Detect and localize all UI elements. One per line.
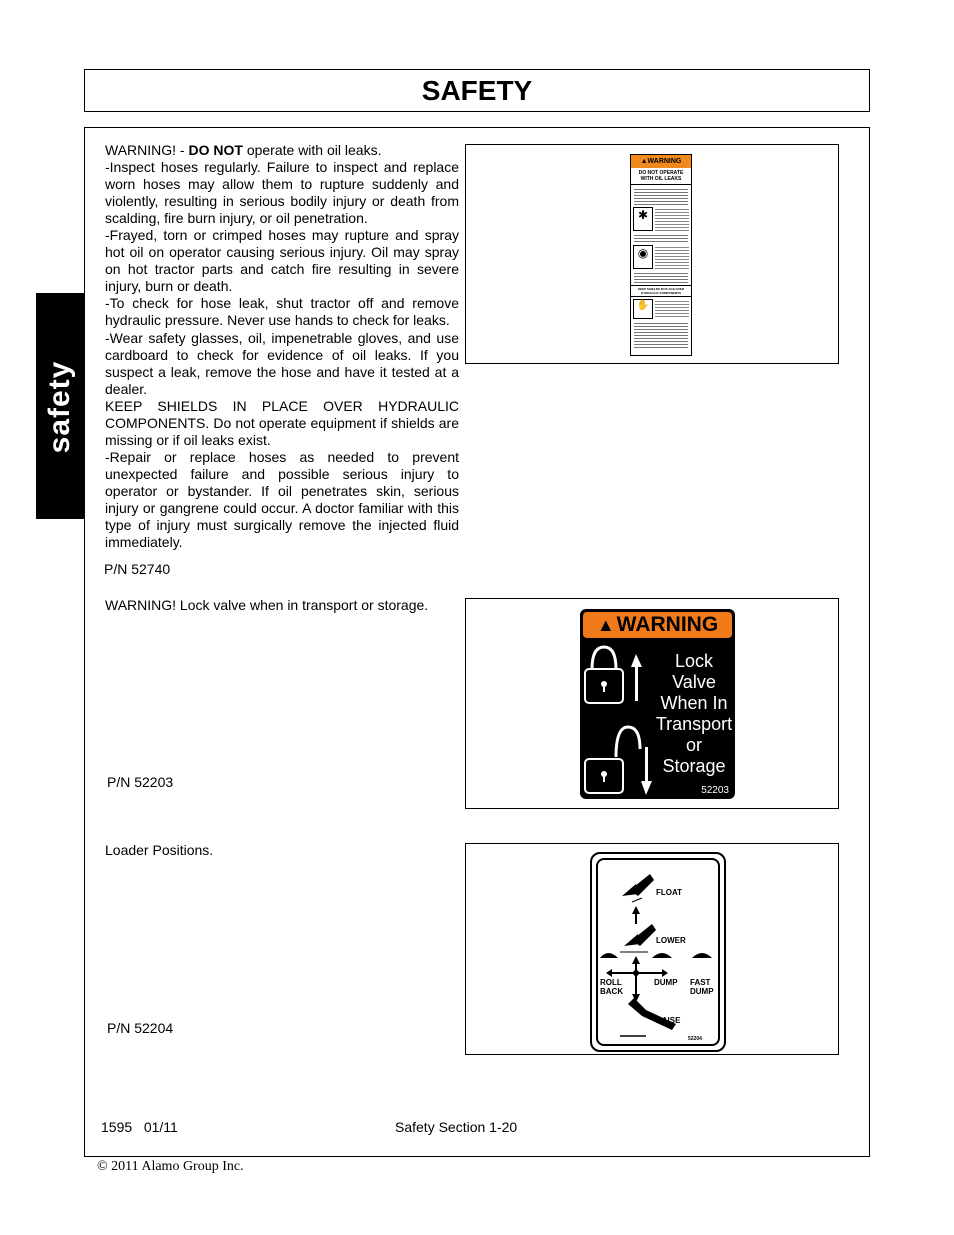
paragraph: KEEP SHIELDS IN PLACE OVER HYDRAULIC COMPONENTS. Do not operate equipment if shields are missing or if oil leaks exist. <box>105 397 459 448</box>
oil-leak-decal <box>630 154 692 356</box>
part-number-52740: P/N 52740 <box>104 561 171 577</box>
side-tab-label: safety <box>43 360 76 454</box>
oil-leak-heading: WARNING! - DO NOT operate with oil leaks. <box>105 142 382 158</box>
decal-code: 52204 <box>688 1036 702 1042</box>
fast-dump-label: FAST DUMP <box>690 978 714 996</box>
decal-pictogram-row <box>633 207 689 231</box>
decal-frame-52740 <box>465 144 839 364</box>
side-tab <box>36 293 84 519</box>
loader-positions-decal <box>590 852 726 1052</box>
dump-label: DUMP <box>654 978 678 987</box>
part-number-52203: P/N 52203 <box>107 774 174 790</box>
paragraph: -Repair or replace hoses as needed to prevent unexpected failure and possible serious injury to operator or bystander. If oil penetrates skin, serious injury or gangrene could occur. A doctor familiar with this type of injury must surgically remove the injected fluid immediately. <box>105 448 459 551</box>
decal-title: DO NOT OPERATE WITH OIL LEAKS <box>631 168 691 185</box>
copyright: © 2011 Alamo Group Inc. <box>97 1159 244 1174</box>
warning-triangle-icon: ▲ <box>640 158 648 165</box>
spray-icon: ✱ <box>633 207 653 231</box>
footer-section: Safety Section 1-20 <box>395 1119 518 1135</box>
footer-model-date: 1595 01/11 <box>101 1119 178 1135</box>
oil-leak-warning-text <box>105 142 459 551</box>
lock-valve-warning-text: WARNING! Lock valve when in transport or storage. <box>105 597 429 613</box>
page-title: SAFETY <box>421 75 533 106</box>
raise-label: RAISE <box>656 1016 681 1025</box>
paragraph: -Inspect hoses regularly. Failure to inspect and replace worn hoses may allow them to rupture suddenly and violently, resulting in serious bodily injury or death from scalding, fire burn injury, or oil penetration. <box>105 159 459 227</box>
decal-text-block <box>634 187 688 205</box>
decal-frame-52204 <box>465 843 839 1055</box>
hand-injury-icon: ✋ <box>633 299 653 319</box>
decal-frame-52203 <box>465 598 839 809</box>
paragraph: -To check for hose leak, shut tractor off and remove hydraulic pressure. Never use hands to check for leaks. <box>105 295 459 329</box>
lower-label: LOWER <box>656 936 686 945</box>
roll-back-label: ROLL BACK <box>600 978 624 996</box>
shield-notice: KEEP SHIELDS IN PLACE OVER HYDRAULIC COMPONENTS <box>631 285 691 297</box>
warning-banner: ▲ WARNING <box>631 155 691 168</box>
float-label: FLOAT <box>656 888 683 897</box>
warning-banner: ▲ WARNING <box>583 612 732 638</box>
decal-pictogram-row <box>633 245 689 269</box>
paragraph: -Wear safety glasses, oil, impenetrable gloves, and use cardboard to check for evidence of oil leaks. If you suspect a leak, remove the hose and have it tested at a dealer. <box>105 329 459 397</box>
page-header <box>84 69 870 112</box>
paragraph: -Frayed, torn or crimped hoses may rupture and spray hot oil on operator causing serious injury. Oil may spray on hot tractor parts and catch fire resulting in severe injury, burn or death. <box>105 227 459 295</box>
lock-valve-decal <box>580 609 735 799</box>
glasses-icon: ◉ <box>633 245 653 269</box>
part-number-52204: P/N 52204 <box>107 1020 174 1036</box>
loader-positions-text: Loader Positions. <box>105 842 214 858</box>
lock-valve-instruction: Lock Valve When In Transport or Storage <box>655 651 733 776</box>
decal-code: 52203 <box>701 785 729 796</box>
warning-triangle-icon: ▲ <box>596 614 615 635</box>
